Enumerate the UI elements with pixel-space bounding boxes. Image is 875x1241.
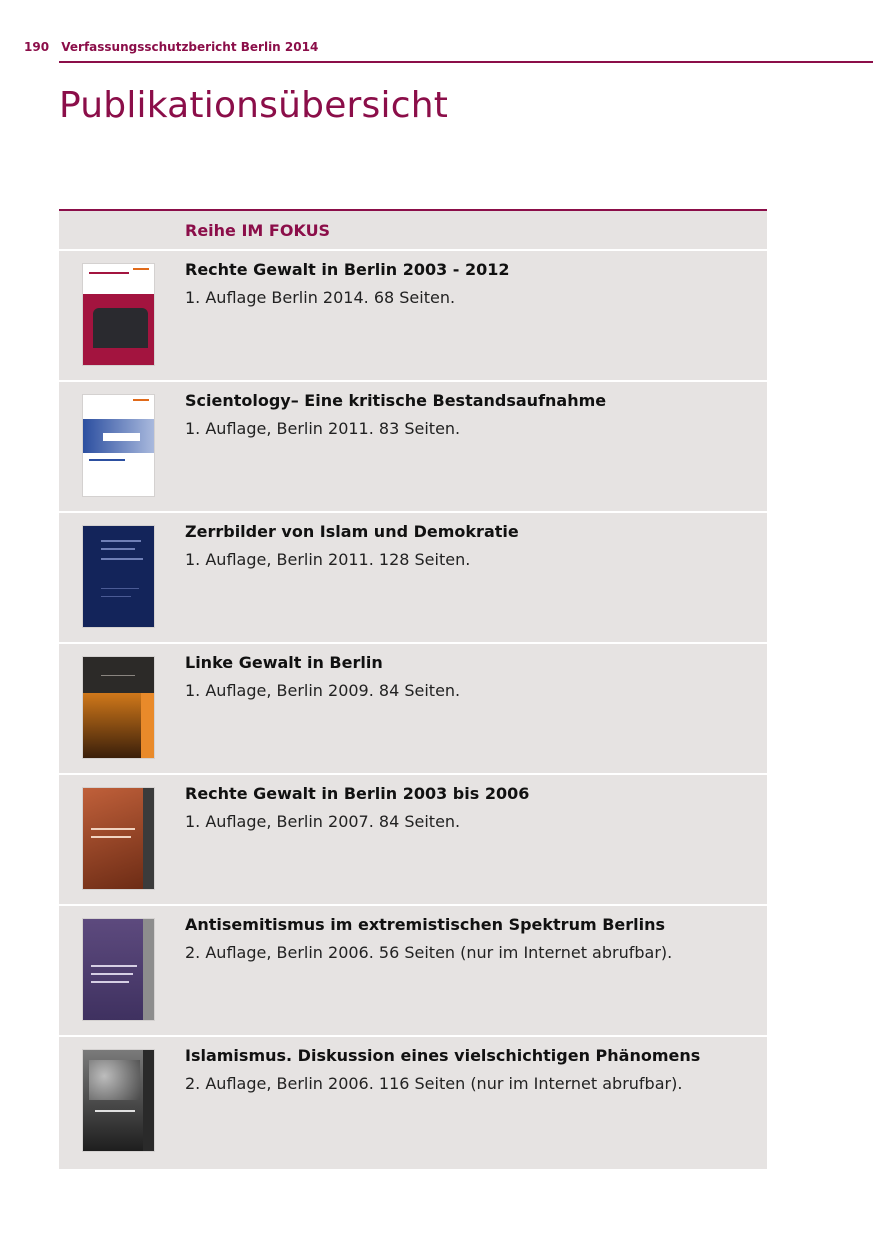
cover-thumbnail	[83, 395, 154, 496]
publication-title: Linke Gewalt in Berlin	[185, 653, 383, 672]
publication-title: Zerrbilder von Islam und Demokratie	[185, 522, 519, 541]
section-label: Reihe IM FOKUS	[185, 221, 331, 240]
cover-thumbnail	[83, 1050, 154, 1151]
cover-thumbnail	[83, 526, 154, 627]
publication-meta: 2. Auflage, Berlin 2006. 116 Seiten (nur im Internet abrufbar).	[185, 1074, 683, 1093]
running-header	[24, 40, 318, 54]
publication-row	[59, 906, 767, 1037]
publication-row	[59, 382, 767, 513]
publication-meta: 1. Auflage, Berlin 2011. 83 Seiten.	[185, 419, 461, 438]
cover-thumbnail	[83, 264, 154, 365]
publication-row	[59, 644, 767, 775]
publication-meta: 1. Auflage, Berlin 2007. 84 Seiten.	[185, 812, 461, 831]
publication-title: Antisemitismus im extremistischen Spektrum Berlins	[185, 915, 666, 934]
section-header	[59, 211, 767, 251]
cover-thumbnail	[83, 788, 154, 889]
page-title: Publikationsübersicht	[59, 85, 449, 126]
cover-thumbnail	[83, 919, 154, 1020]
publication-row	[59, 1037, 767, 1169]
page-number: 190	[24, 40, 50, 54]
publication-title: Scientology– Eine kritische Bestandsaufnahme	[185, 391, 607, 410]
publication-row	[59, 513, 767, 644]
publication-meta: 1. Auflage, Berlin 2011. 128 Seiten.	[185, 550, 471, 569]
publication-table	[59, 209, 767, 1169]
publication-title: Rechte Gewalt in Berlin 2003 - 2012	[185, 260, 510, 279]
publication-row	[59, 251, 767, 382]
publication-meta: 1. Auflage, Berlin 2009. 84 Seiten.	[185, 681, 461, 700]
publication-title: Islamismus. Diskussion eines vielschichtigen Phänomens	[185, 1046, 701, 1065]
publication-meta: 2. Auflage, Berlin 2006. 56 Seiten (nur im Internet abrufbar).	[185, 943, 673, 962]
running-title: Verfassungsschutzbericht Berlin 2014	[61, 40, 319, 54]
publication-row	[59, 775, 767, 906]
cover-thumbnail	[83, 657, 154, 758]
publication-title: Rechte Gewalt in Berlin 2003 bis 2006	[185, 784, 530, 803]
header-rule	[59, 61, 873, 63]
publication-meta: 1. Auflage Berlin 2014. 68 Seiten.	[185, 288, 456, 307]
